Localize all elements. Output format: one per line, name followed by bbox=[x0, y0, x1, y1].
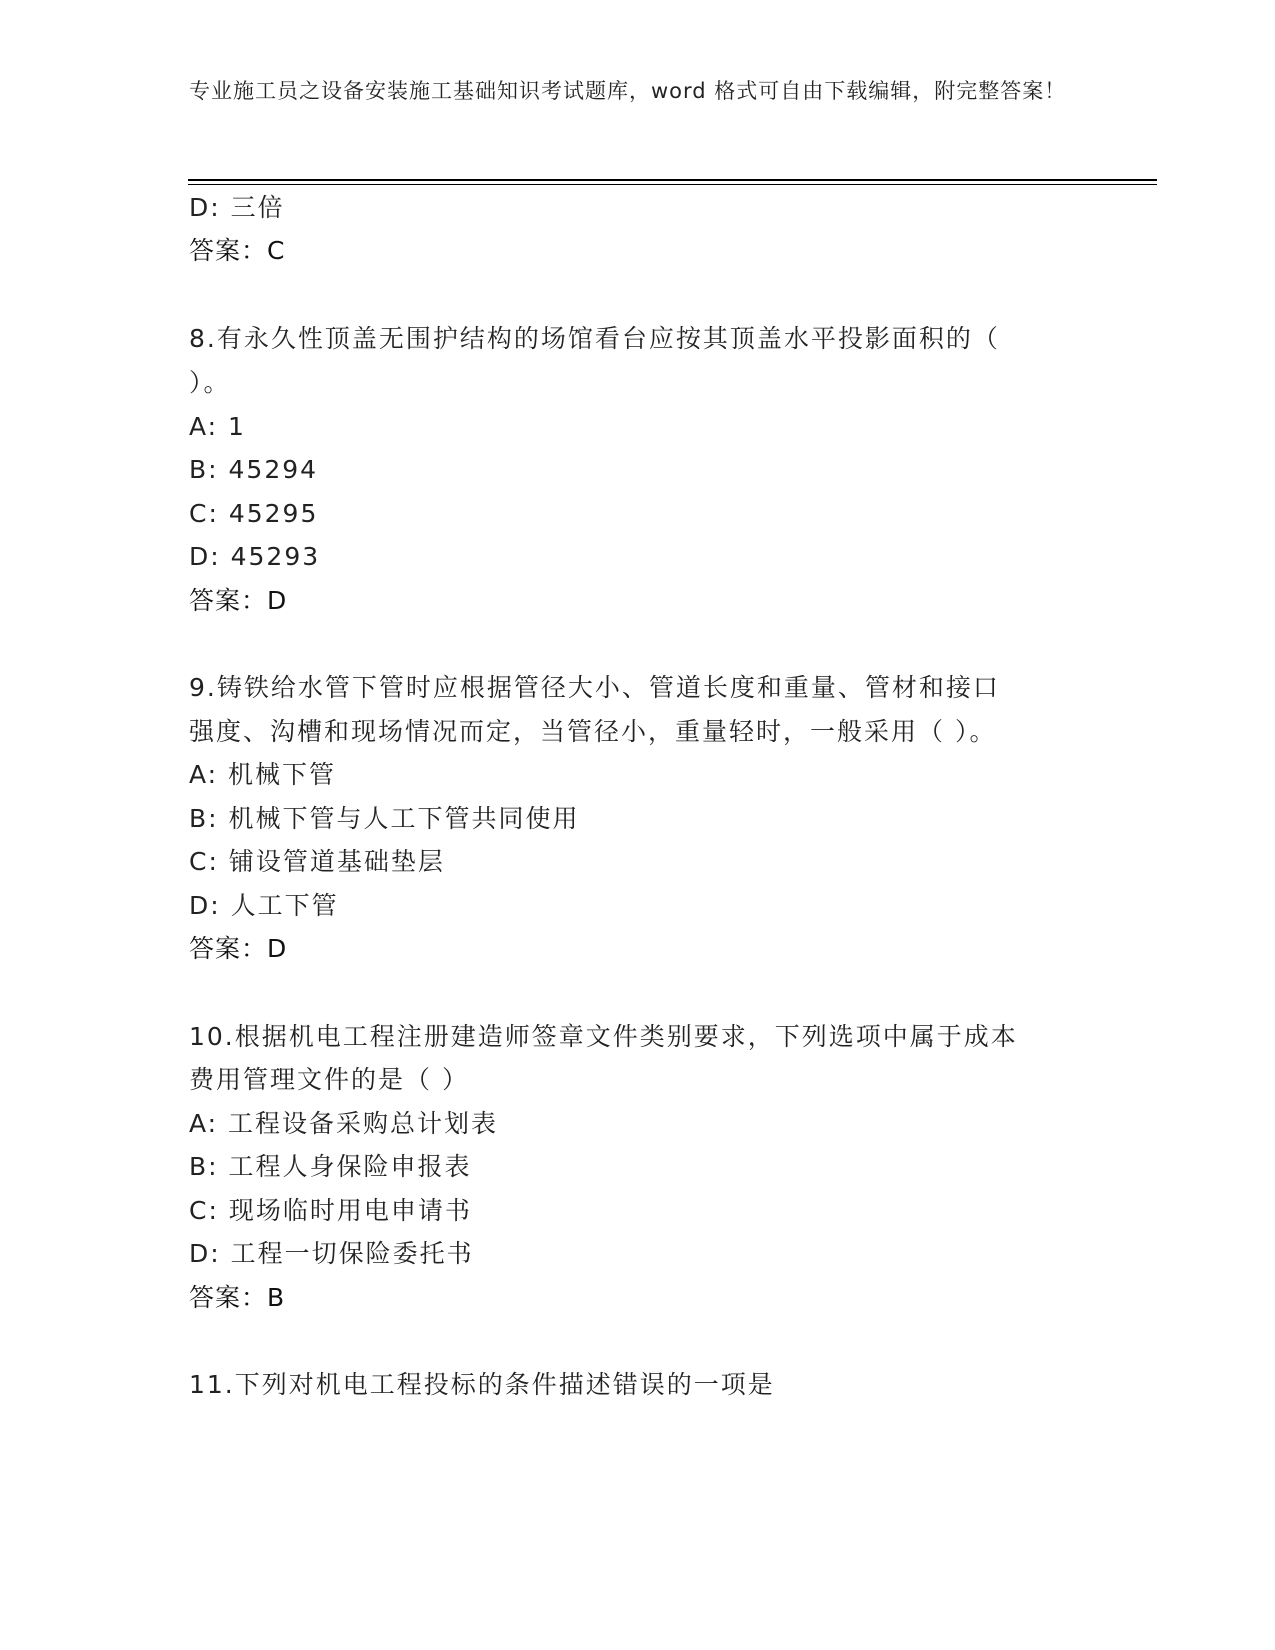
q8-option-a: A: 1 bbox=[189, 412, 246, 441]
q10-option-d: D: 工程一切保险委托书 bbox=[189, 1239, 474, 1268]
q8-stem-line2: ）。 bbox=[189, 368, 231, 397]
q9-stem-line1: 9.铸铁给水管下管时应根据管径大小、管道长度和重量、管材和接口 bbox=[189, 673, 1000, 702]
prev-option-d: D: 三倍 bbox=[189, 193, 285, 222]
q10-option-a: A: 工程设备采购总计划表 bbox=[189, 1109, 499, 1138]
q8-option-b: B: 45294 bbox=[189, 455, 319, 484]
q9-option-d: D: 人工下管 bbox=[189, 891, 339, 920]
q9-option-a: A: 机械下管 bbox=[189, 760, 337, 789]
q8-option-c: C: 45295 bbox=[189, 499, 319, 528]
header-rule-thick bbox=[188, 179, 1157, 181]
q8-option-d: D: 45293 bbox=[189, 542, 321, 571]
q8-stem-line1: 8.有永久性顶盖无围护结构的场馆看台应按其顶盖水平投影面积的（ bbox=[189, 324, 1000, 353]
q8-answer: 答案：D bbox=[189, 586, 288, 615]
header-rule-thin bbox=[188, 184, 1157, 185]
q9-stem-line2: 强度、沟槽和现场情况而定，当管径小，重量轻时，一般采用（ ）。 bbox=[189, 717, 997, 746]
header-title: 专业施工员之设备安装施工基础知识考试题库，word 格式可自由下载编辑，附完整答案！ bbox=[189, 79, 1067, 103]
q10-stem-line1: 10.根据机电工程注册建造师签章文件类别要求，下列选项中属于成本 bbox=[189, 1022, 1018, 1051]
q9-option-b: B: 机械下管与人工下管共同使用 bbox=[189, 804, 580, 833]
q10-option-b: B: 工程人身保险申报表 bbox=[189, 1152, 472, 1181]
q9-option-c: C: 铺设管道基础垫层 bbox=[189, 847, 445, 876]
q9-answer: 答案：D bbox=[189, 934, 288, 963]
q10-stem-line2: 费用管理文件的是（ ） bbox=[189, 1065, 469, 1094]
q11-stem-line1: 11.下列对机电工程投标的条件描述错误的一项是 bbox=[189, 1370, 775, 1399]
prev-answer: 答案：C bbox=[189, 236, 286, 265]
q10-option-c: C: 现场临时用电申请书 bbox=[189, 1196, 472, 1225]
q10-answer: 答案：B bbox=[189, 1283, 286, 1312]
